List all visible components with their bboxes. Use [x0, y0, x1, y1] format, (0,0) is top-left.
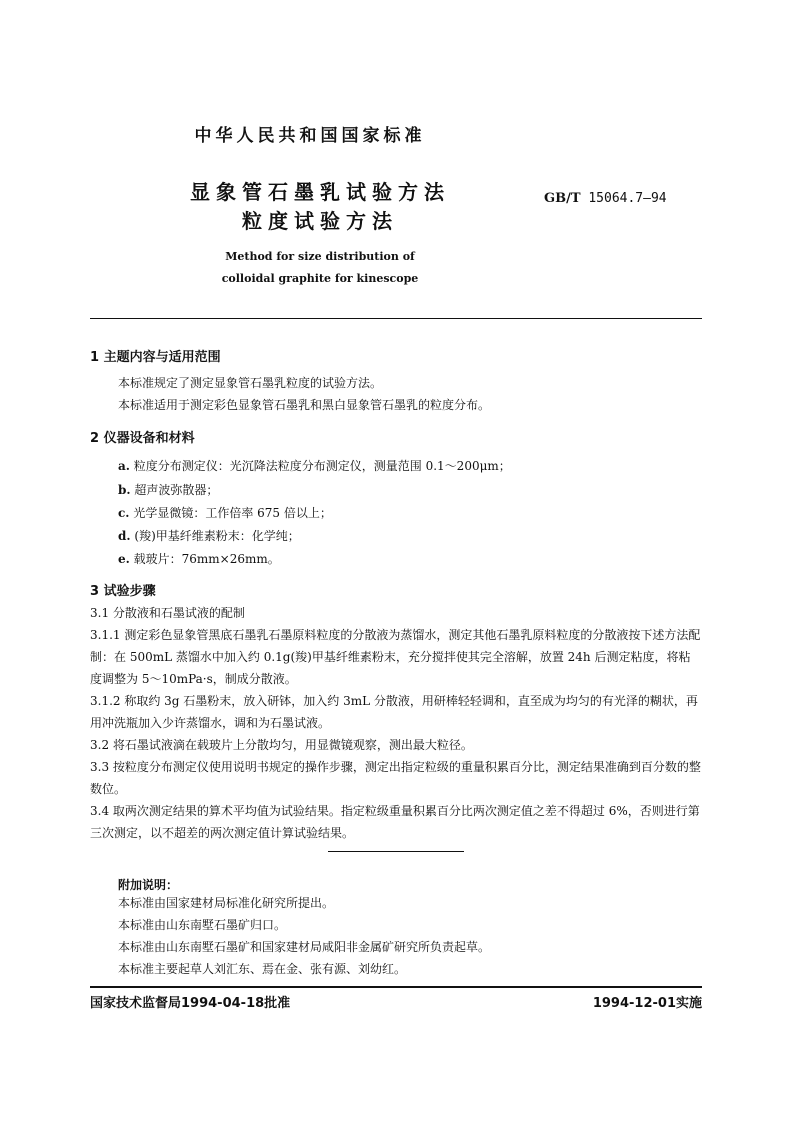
clause-3-1-1: 3.1.1 测定彩色显象管黑底石墨乳石墨原料粒度的分散液为蒸馏水，测定其他石墨乳原料粒度的分散液按下述方法配制：在 500mL 蒸馏水中加入约 0.1g(羧)甲基纤维素粉末，充分搅拌使其完全溶解，放置 24h 后测定粘度，将粘度调整为 5～10mPa·s，制成分散液。	[90, 628, 701, 686]
list-text: 超声波弥散器；	[134, 483, 219, 497]
notes-heading: 附加说明：	[118, 878, 179, 892]
section1-heading: 1 主题内容与适用范围	[90, 350, 221, 365]
standard-title: 显象管石墨乳试验方法	[190, 180, 450, 204]
list-marker: a.	[118, 459, 130, 473]
list-text: 粒度分布测定仪：光沉降法粒度分布测定仪，测量范围 0.1～200μm；	[133, 459, 511, 473]
list-item	[118, 527, 300, 544]
list-marker: c.	[118, 506, 130, 520]
english-title-line1: Method for size distribution of	[225, 250, 415, 263]
clause-3-1: 3.1 分散液和石墨试液的配制	[90, 606, 245, 620]
clause-3-1-2: 3.1.2 称取约 3g 石墨粉末，放入研钵，加入约 3mL 分散液，用研棒轻轻调和，直至成为均匀的有光泽的糊状，再用冲洗瓶加入少许蒸馏水，调和为石墨试液。	[90, 694, 698, 730]
section2-heading: 2 仪器设备和材料	[90, 431, 195, 446]
end-divider	[328, 851, 464, 852]
list-item	[118, 481, 218, 498]
list-item	[118, 457, 511, 474]
clause-3-3: 3.3 按粒度分布测定仪使用说明书规定的操作步骤，测定出指定粒级的重量积累百分比，测定结果准确到百分数的整数位。	[90, 760, 701, 796]
list-item	[118, 504, 332, 521]
note-line: 本标准主要起草人刘汇东、焉在金、张有源、刘幼红。	[118, 962, 407, 976]
list-item	[118, 550, 280, 567]
code-number: 15064.7—94	[588, 191, 667, 206]
note-line: 本标准由山东南墅石墨矿和国家建材局咸阳非金属矿研究所负责起草。	[118, 940, 491, 954]
issuing-authority: 中华人民共和国国家标准	[194, 126, 426, 146]
section1-para2: 本标准适用于测定彩色显象管石墨乳和黑白显象管石墨乳的粒度分布。	[118, 398, 491, 412]
standard-code	[544, 191, 667, 206]
effective-date: 1994-12-01实施	[592, 996, 702, 1011]
section1-para1: 本标准规定了测定显象管石墨乳粒度的试验方法。	[118, 376, 383, 390]
standard-subtitle: 粒度试验方法	[242, 209, 398, 233]
header-divider	[90, 318, 702, 319]
approval-date: 国家技术监督局1994-04-18批准	[90, 996, 291, 1011]
section3-heading: 3 试验步骤	[90, 584, 156, 599]
list-marker: e.	[118, 552, 130, 566]
list-text: (羧)甲基纤维素粉末：化学纯；	[134, 529, 300, 543]
list-marker: d.	[118, 529, 131, 543]
list-marker: b.	[118, 483, 131, 497]
list-text: 光学显微镜：工作倍率 675 倍以上；	[133, 506, 332, 520]
note-line: 本标准由国家建材局标准化研究所提出。	[118, 896, 335, 910]
code-prefix: GB/T	[544, 191, 581, 206]
note-line: 本标准由山东南墅石墨矿归口。	[118, 918, 287, 932]
clause-3-2: 3.2 将石墨试液滴在载玻片上分散均匀，用显微镜观察，测出最大粒径。	[90, 738, 473, 752]
list-text: 载玻片：76mm×26mm。	[133, 552, 280, 566]
english-title-line2: colloidal graphite for kinescope	[221, 272, 419, 285]
clause-3-4: 3.4 取两次测定结果的算术平均值为试验结果。指定粒级重量积累百分比两次测定值之差不得超过 6%，否则进行第三次测定，以不超差的两次测定值计算试验结果。	[90, 804, 700, 840]
footer-divider	[90, 986, 702, 988]
